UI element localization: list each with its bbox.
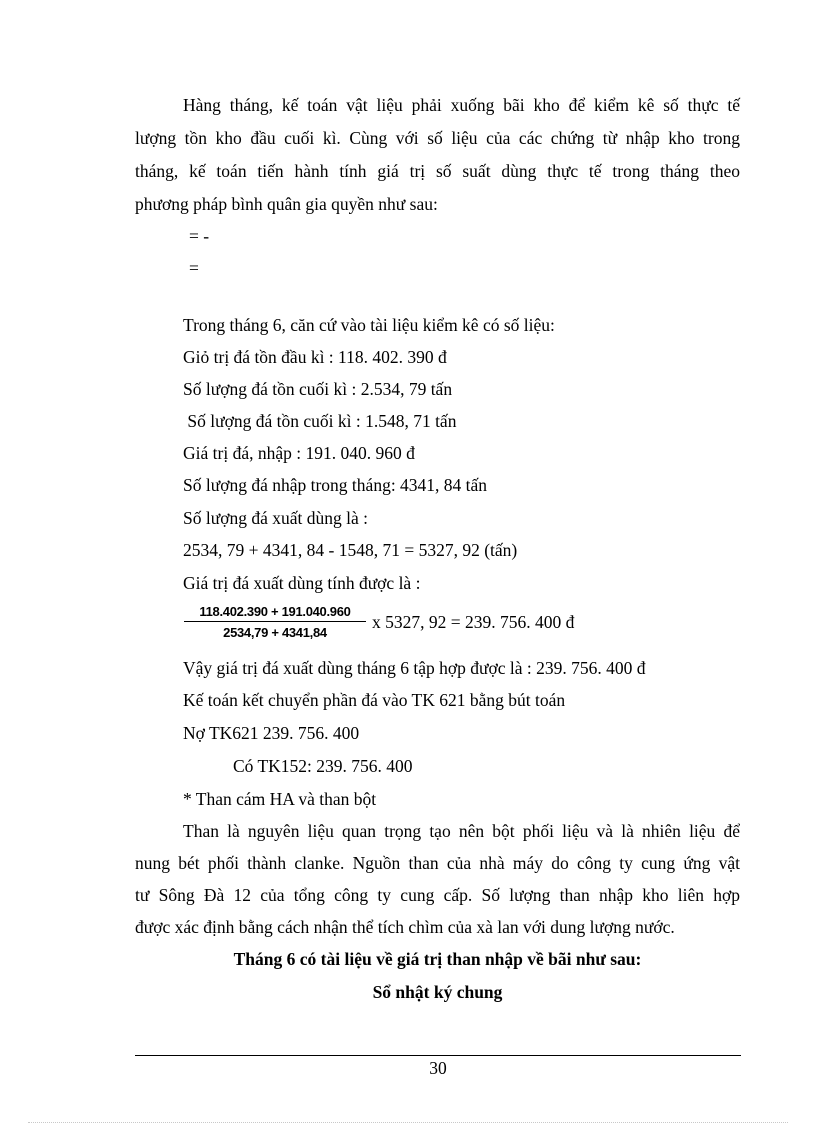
fraction-numerator: 118.402.390 + 191.040.960 [199, 604, 351, 619]
export-value-label: Giá trị đá xuất dùng tính được là : [183, 573, 421, 593]
footer-divider [135, 1055, 741, 1056]
paragraph-1-line-1: Hàng tháng, kế toán vật liệu phải xuống bãi kho để kiểm kê số thực tế [183, 95, 740, 115]
page-number: 30 [429, 1058, 447, 1078]
paragraph-1-line-2: lượng tồn kho đầu cuối kì. Cùng với số liệu của các chứng từ nhập kho trong [135, 128, 740, 148]
export-quantity-label: Số lượng đá xuất dùng là : [183, 508, 368, 528]
formula-line-1: = - [189, 226, 210, 246]
paragraph-1-line-4: phương pháp bình quân gia quyền như sau: [135, 194, 438, 214]
closing-quantity-2: Số lượng đá tồn cuối kì : 1.548, 71 tấn [183, 411, 457, 431]
fraction-result: x 5327, 92 = 239. 756. 400 đ [372, 612, 575, 632]
credit-entry: Có TK152: 239. 756. 400 [233, 756, 413, 776]
export-quantity-calculation: 2534, 79 + 4341, 84 - 1548, 71 = 5327, 92 (tấn) [183, 540, 518, 560]
coal-paragraph-line-1: Than là nguyên liệu quan trọng tạo nên bột phối liệu và là nhiên liệu để [183, 821, 740, 841]
journal-title: Sổ nhật ký chung [372, 982, 503, 1002]
coal-paragraph-line-4: được xác định bằng cách nhận thể tích chìm của xà lan với dung lượng nước. [135, 917, 675, 937]
opening-value: Giỏ trị đá tồn đầu kì : 118. 402. 390 đ [183, 347, 447, 367]
import-quantity: Số lượng đá nhập trong tháng: 4341, 84 tấn [183, 475, 488, 495]
fraction-formula [184, 603, 366, 641]
formula-line-2: = [189, 258, 199, 278]
summary-line: Vậy giá trị đá xuất dùng tháng 6 tập hợp được là : 239. 756. 400 đ [183, 658, 646, 678]
coal-paragraph-line-2: nung bét phối thành clanke. Nguồn than của nhà máy do công ty cung ứng vật [135, 853, 740, 873]
fraction-denominator: 2534,79 + 4341,84 [223, 625, 327, 641]
paragraph-1-line-3: tháng, kế toán tiến hành tính giá trị số suất dùng thực tế trong tháng theo [135, 161, 740, 181]
transfer-line: Kế toán kết chuyển phần đá vào TK 621 bằng bút toán [183, 690, 566, 710]
section-title: Tháng 6 có tài liệu về giá trị than nhập về bãi như sau: [233, 949, 642, 969]
closing-quantity-1: Số lượng đá tồn cuối kì : 2.534, 79 tấn [183, 379, 453, 399]
import-value: Giá trị đá, nhập : 191. 040. 960 đ [183, 443, 415, 463]
inventory-intro: Trong tháng 6, căn cứ vào tài liệu kiểm kê có số liệu: [183, 315, 555, 335]
coal-heading: * Than cám HA và than bột [183, 789, 377, 809]
debit-entry: Nợ TK621 239. 756. 400 [183, 723, 360, 743]
coal-paragraph-line-3: tư Sông Đà 12 của tổng công ty cung cấp. Số lượng than nhập kho liên hợp [135, 885, 740, 905]
fraction-bar [184, 621, 366, 622]
